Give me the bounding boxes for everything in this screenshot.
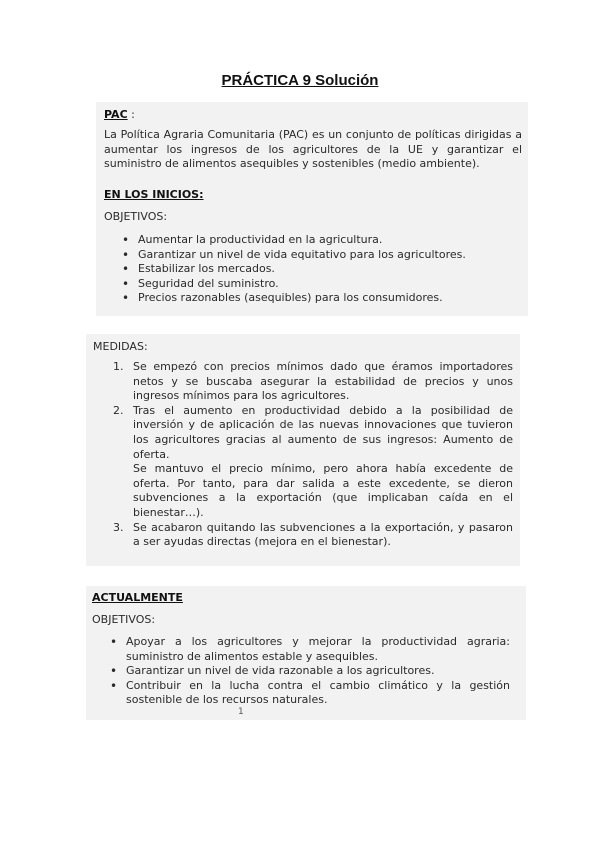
list-item: • Garantizar un nivel de vida equitativo para los agricultores. xyxy=(112,248,522,263)
medidas-label: MEDIDAS: xyxy=(93,340,148,353)
item-text: Tras el aumento en productividad debido a la posibilidad de inversión y de aplicación de las nuevas innovaciones que tuvieron los agricultores gracias al aumento de sus ingresos: Aumento de oferta. xyxy=(133,403,513,461)
list-item: • Contribuir en la lucha contra el cambio climático y la gestión sostenible de los recursos naturales. xyxy=(100,679,510,708)
list-item: • Apoyar a los agricultores y mejorar la productividad agraria: suministro de alimentos estable y asequibles. xyxy=(100,635,510,664)
inicios-objetivos-list xyxy=(112,233,522,306)
item-text: Se empezó con precios mínimos dado que éramos importadores netos y se buscaba asegurar la estabilidad de precios y unos ingresos mínimos para los agricultores. xyxy=(133,360,513,403)
item-number: 2. xyxy=(113,403,124,417)
page-title: PRÁCTICA 9 Solución xyxy=(221,72,379,89)
item-number: 3. xyxy=(113,520,124,534)
pac-heading-line xyxy=(104,108,135,123)
pac-heading: PAC xyxy=(104,108,128,121)
list-item: • Estabilizar los mercados. xyxy=(112,262,522,277)
item-number: 1. xyxy=(113,360,124,373)
actualmente-objetivos-label: OBJETIVOS: xyxy=(92,613,156,626)
list-item xyxy=(113,404,513,521)
inicios-heading-colon: : xyxy=(199,188,204,201)
pac-paragraph: La Política Agraria Comunitaria (PAC) es un conjunto de políticas dirigidas a aumentar los ingresos de los agricultores de la UE y garantizar el suministro de alimentos asequibles y sostenibles (medio ambiente). xyxy=(104,128,522,171)
list-item xyxy=(113,360,513,404)
item-text-continued: Se mantuvo el precio mínimo, pero ahora había excedente de oferta. Por tanto, para dar salida a este excedente, se dieron subvenciones a la exportación (que implicaban caída en el bienestar…). xyxy=(133,462,513,519)
list-item xyxy=(113,521,513,550)
item-text: Se acabaron quitando las subvenciones a la exportación, y pasaron a ser ayudas directas (mejora en el bienestar). xyxy=(133,520,513,549)
inicios-objetivos-label: OBJETIVOS: xyxy=(104,210,168,223)
list-item: • Garantizar un nivel de vida razonable a los agricultores. xyxy=(100,664,510,679)
pac-heading-colon: : xyxy=(127,108,135,121)
list-item: • Seguridad del suministro. xyxy=(112,277,522,292)
inicios-heading: EN LOS INICIOS xyxy=(104,188,200,201)
actualmente-objetivos-list xyxy=(100,635,510,708)
list-item: • Aumentar la productividad en la agricultura. xyxy=(112,233,522,248)
list-item: • Precios razonables (asequibles) para los consumidores. xyxy=(112,291,522,306)
medidas-list xyxy=(113,360,513,550)
inicios-heading-line xyxy=(104,188,204,203)
page-number: 1 xyxy=(238,707,244,717)
actualmente-heading: ACTUALMENTE xyxy=(92,591,183,604)
